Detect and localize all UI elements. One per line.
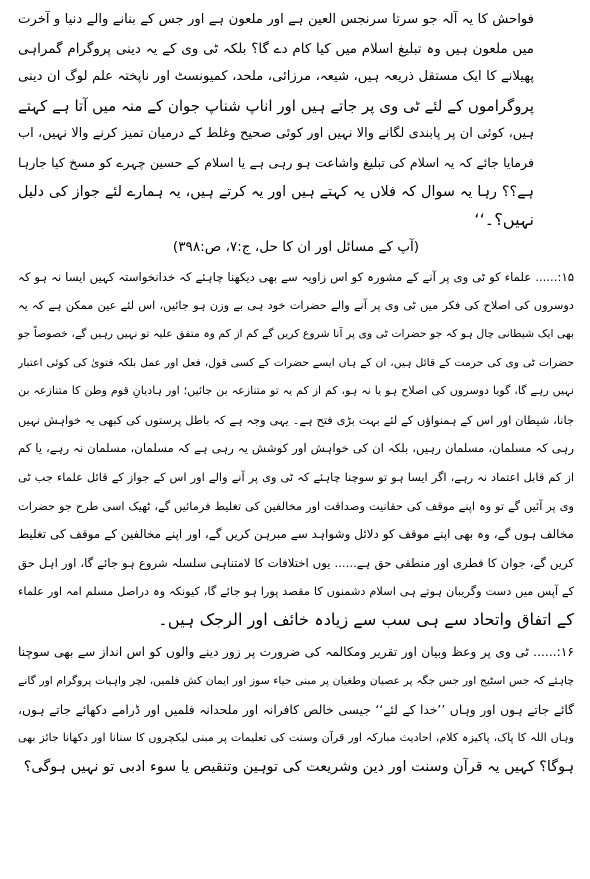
paragraph-line: رہی کہ مسلمان، مسلمان رہیں، بلکہ ان کی خواہش اور کوشش یہ رہی ہے کہ مسلمان، مسلمان نہ رہے، یا کم [18, 441, 574, 456]
quote-line: نہیں؟۔‘‘ [474, 210, 534, 230]
paragraph-line: نہیں رہے گا، گویا دوسروں کی اصلاح ہو یا نہ ہو، کم از کم یہ تو متنازعہ بن جائیں؛ اور ہادیانِ قوم وطن کا متنازعہ بن [18, 384, 574, 398]
paragraph-line: وہاں اللہ کا پاک، پاکیزہ کلام، احادیث مبارکہ اور قرآن وسنت کی تعلیمات پر مبنی لیکچروں کا سنانا اور دکھانا جائز بھی [18, 731, 574, 745]
paragraph-line: مخالف ہوں گے، وہ بھی اپنے موقف کو دلائل وشواہد سے مبرہن کریں گے، اور اپنے مخالفین کے موقف کی تغلیط [18, 527, 574, 542]
quote-citation: (آپ کے مسائل اور ان کا حل، ج:۷، ص:۳۹۸) [172, 238, 420, 255]
paragraph-line: ۱۵:...... علماء کو ٹی وی پر آنے کے مشورہ کو اس زاویہ سے بھی دیکھنا چاہئے کہ خدانخواستہ کہیں ایسا نہ ہو کہ [18, 269, 574, 284]
quote-line: پھیلانے کا ایک مستقل ذریعہ ہیں، شیعہ، مرزائی، ملحد، کمیونسٹ اور ناپختہ علم لوگ ان دینی [18, 69, 534, 85]
paragraph-16 [18, 638, 574, 781]
quoted-passage [18, 6, 574, 235]
paragraph-line: ۱۶:...... ٹی وی پر وعظ وبیان اور تقریر ومکالمہ کی ضرورت پر زور دینے والوں کو اس انداز سے بھی سوچنا [18, 645, 574, 660]
quote-line: ہیں، کوئی ان پر پابندی لگانے والا نہیں اور کوئی صحیح وغلط کے درمیان تمیز کرنے والا نہیں، اب [18, 126, 534, 142]
paragraph-line: کریں گے، جوان کا فطری اور منطقی حق ہے...... یوں اختلافات کا لامتناہی سلسلہ شروع ہو جائے گا، اور اہل حق [18, 555, 574, 570]
paragraph-line: کے آپس میں دست وگریبان ہوتے ہی اسلام دشمنوں کا مقصد پورا ہو جائے گا، کیونکہ وہ دراصل مسلم امہ اور علماء [18, 584, 574, 599]
paragraph-line: گائے جاتے ہوں اور وہاں ’’خدا کے لئے‘‘ جیسی خالص کافرانہ اور ملحدانہ فلمیں اور ڈرامے دکھائے جاتے ہوں، [18, 702, 574, 717]
quote-line: پروگراموں کے لئے ٹی وی پر جاتے ہیں اور اناپ شناپ جوان کے منہ میں آتا ہے کہتے [18, 96, 534, 115]
quote-line: میں ملعون ہیں وہ تبلیغ اسلام میں کیا کام دے گا؟ بلکہ ٹی وی کے یہ دینی پروگرام گمراہی [18, 40, 534, 57]
paragraph-line: چاہئے کہ جس اسٹیج اور جس جگہ پر عصیان وطغیان پر مبنی حیاء سوز اور ایمان کش فلمیں، لچر واہیات پروگرام اور گانے [18, 674, 574, 688]
paragraph-line: دوسروں کی اصلاح کی فکر میں ٹی وی پر آنے والے حضرات خود ہی بے وزن ہو جائیں، اس لئے عین ممکن ہے کہ یہ [18, 298, 574, 313]
paragraph-line: بھی ایک شیطانی چال ہو کہ جو حضرات ٹی وی پر آنا شروع کریں گے کم از کم وہ متفق علیہ تو نہیں رہیں گے، خصوصاً جو [18, 326, 574, 340]
paragraph-line: ہوگا؟ کہیں یہ قرآن وسنت اور دین وشریعت کی توہین وتنقیص یا سوء ادبی تو نہیں ہوگی؟ [23, 758, 574, 775]
document-page [18, 6, 574, 781]
paragraph-line: وی پر آئیں گے تو وہ اپنے موقف کی حقانیت وصداقت اور مخالفین کی تغلیط فرمائیں گے، ٹھیک اسی طرح جو حضرات [18, 498, 574, 513]
quote-line: فواحش کا یہ آلہ جو سرتا سرنجس العین ہے اور ملعون ہے اور جس کے بنانے والے دنیا و آخرت [18, 12, 534, 27]
quote-line: ہے؟؟ رہا یہ سوال کہ فلاں یہ کہتے ہیں اور یہ کرتے ہیں، یہ ہمارے لئے جواز کی دلیل [18, 183, 534, 200]
paragraph-line: جانا، شیطان اور اس کے ہمنواؤں کے لئے بہت بڑی فتح ہے۔ یہی وجہ ہے کہ باطل پرستوں کی کبھی یہ خواہش نہیں [18, 412, 574, 427]
paragraph-line: کے اتفاق واتحاد سے ہی سب سے زیادہ خائف اور الرجک ہیں۔ [158, 609, 574, 629]
paragraph-line: از کم قابل اعتماد نہ رہے، اگر ایسا ہو تو سوچنا چاہئے کہ ٹی وی پر آنے والے اور اس کے جواز کے قائل علماء جب ٹی [18, 469, 574, 484]
quote-line: فرمایا جائے کہ یہ اسلام کی تبلیغ واشاعت ہو رہی ہے یا اسلام کے حسین چہرے کو مسخ کیا جارہا [18, 154, 534, 170]
paragraph-line: حضرات ٹی وی کی حرمت کے قائل ہیں، ان کے ہاں ایسے حضرات کے کسی قول، فعل اور عمل بلکہ فتویٰ کی کوئی اعتبار [18, 355, 574, 369]
paragraph-15 [18, 263, 574, 635]
